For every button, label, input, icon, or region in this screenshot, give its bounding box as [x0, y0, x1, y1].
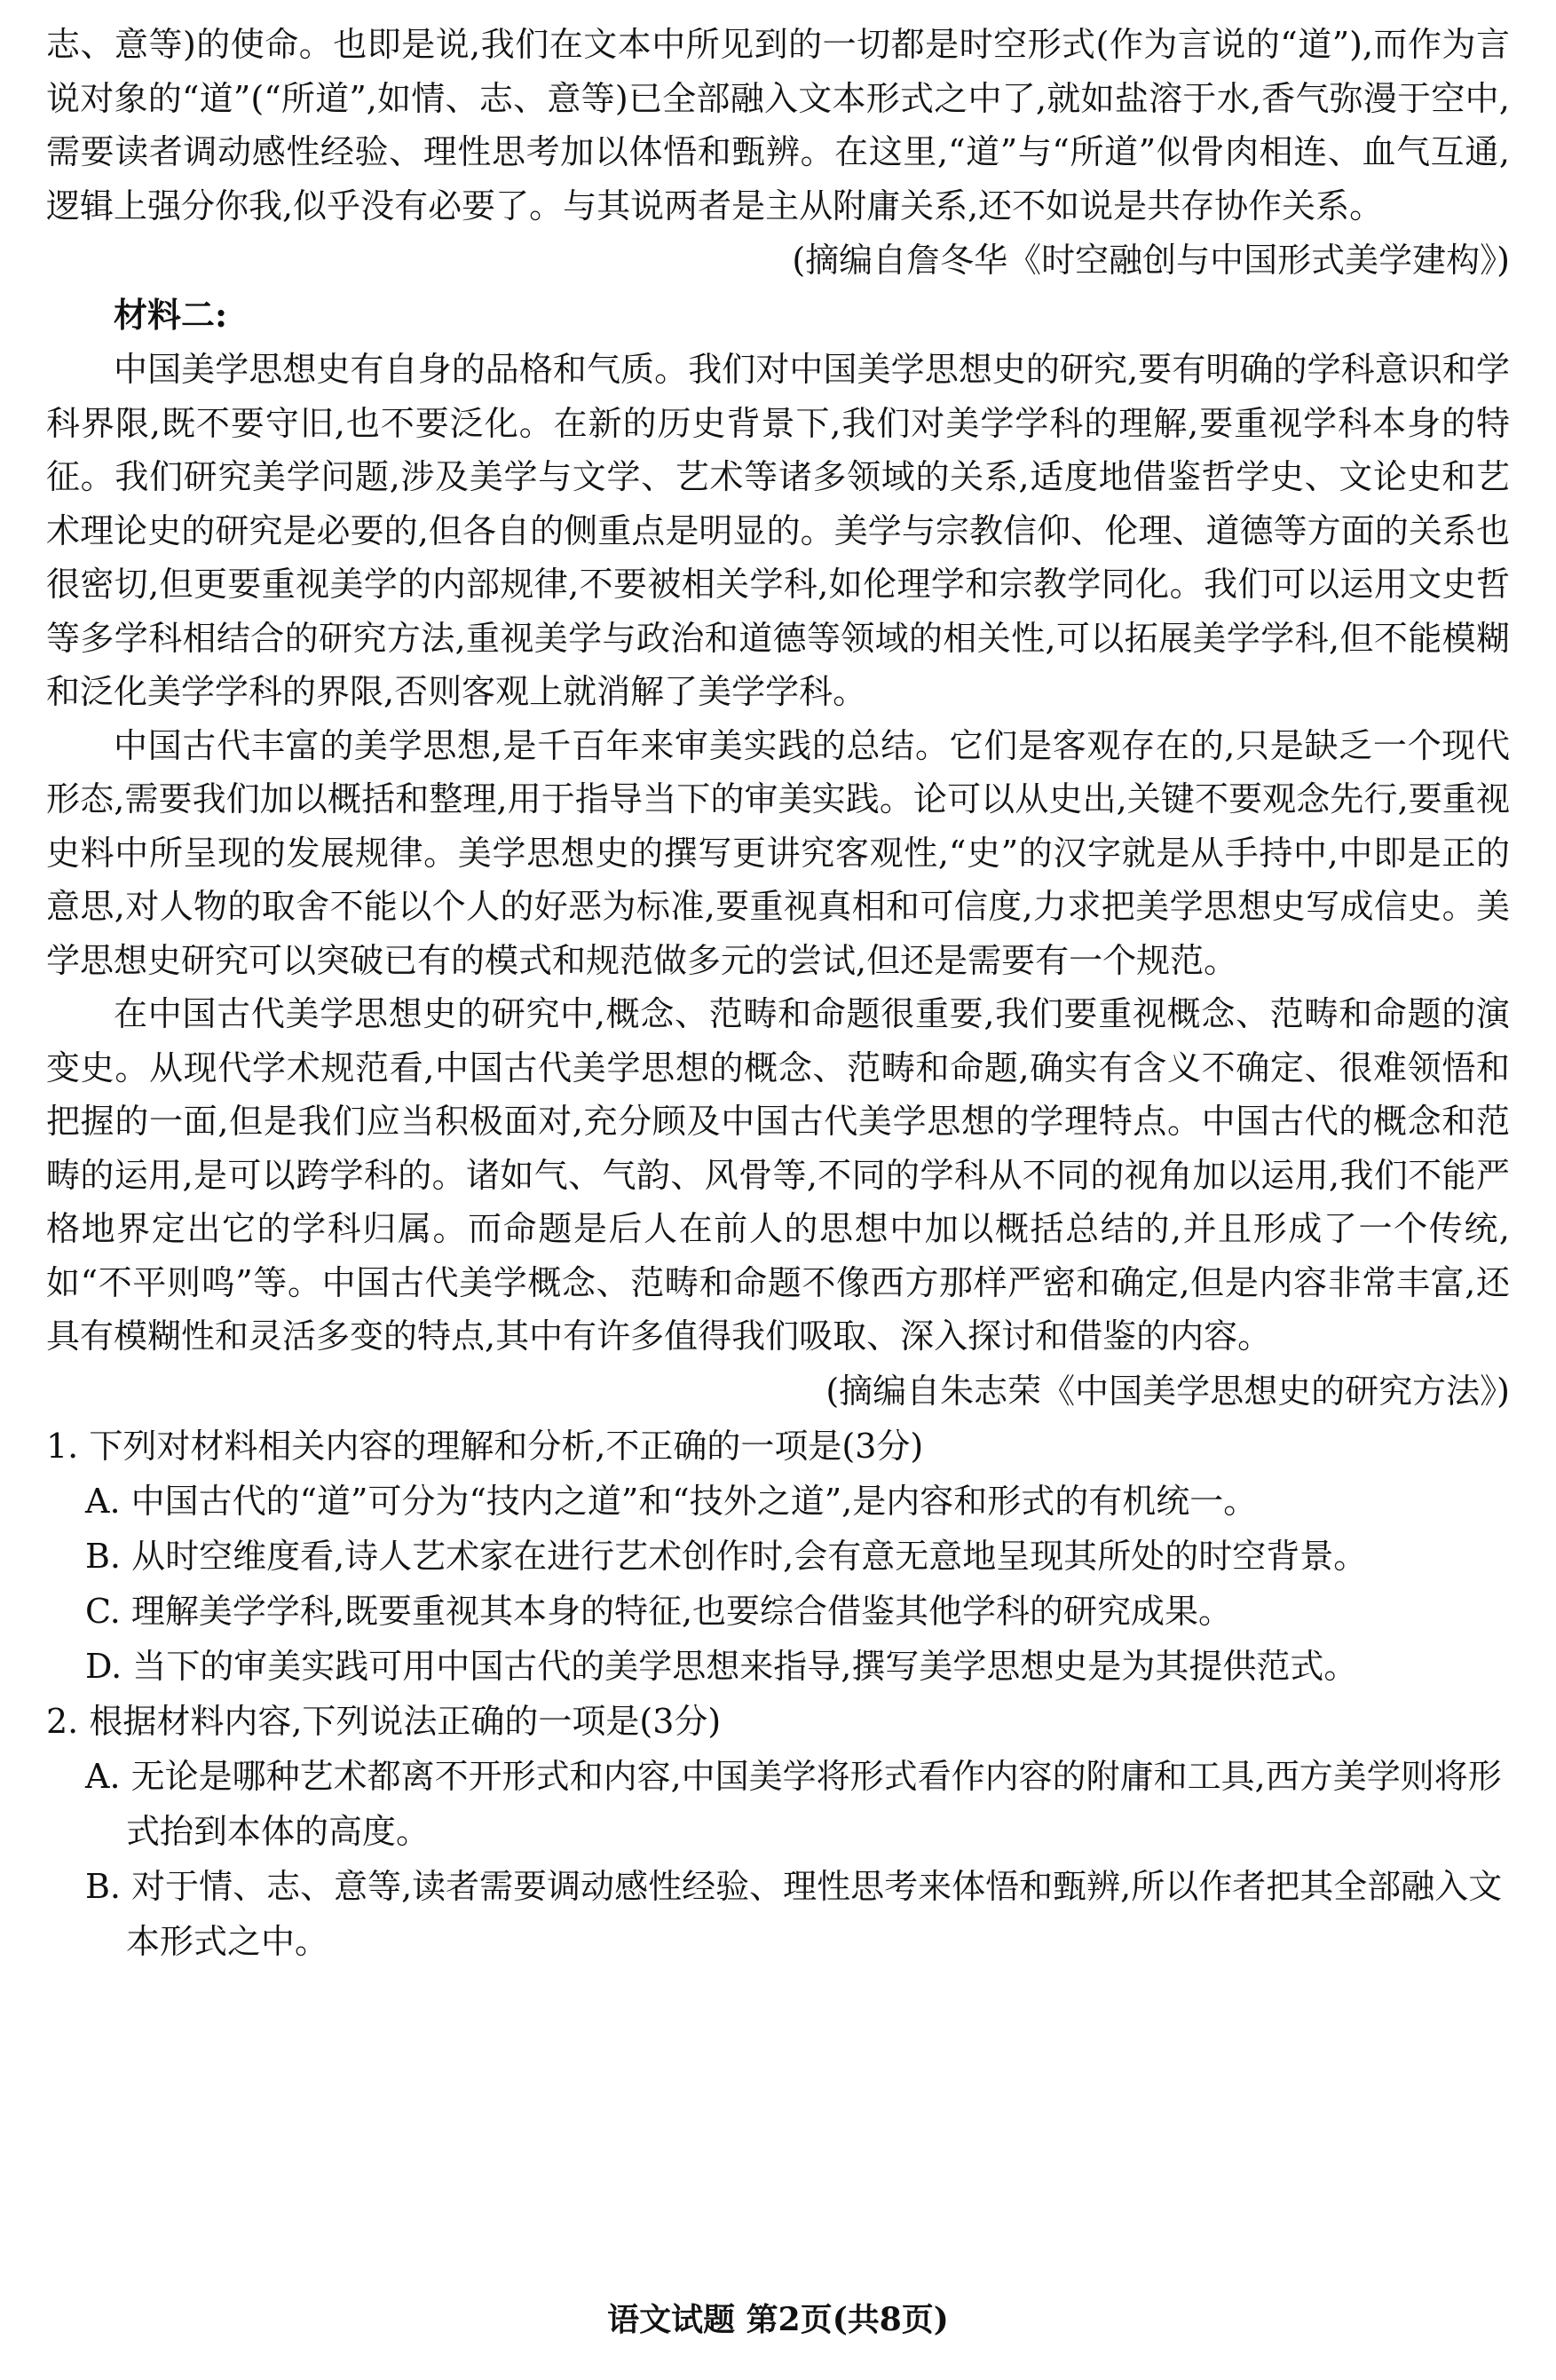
material-two-paragraph-3: 在中国古代美学思想史的研究中,概念、范畴和命题很重要,我们要重视概念、范畴和命题的演变史。从现代学术规范看,中国古代美学思想的概念、范畴和命题,确实有含义不确定、很难领悟和把握的一面,但是我们应当积极面对,充分顾及中国古代美学思想的学理特点。中国古代的概念和范畴的运用,是可以跨学科的。诸如气、气韵、风骨等,不同的学科从不同的视角加以运用,我们不能严格地界定出它的学科归属。而命题是后人在前人的思想中加以概括总结的,并且形成了一个传统,如“不平则鸣”等。中国古代美学概念、范畴和命题不像西方那样严密和确定,但是内容非常丰富,还具有模糊性和灵活多变的特点,其中有许多值得我们吸取、深入探讨和借鉴的内容。 — [46, 994, 1510, 1356]
material-two-paragraph-2: 中国古代丰富的美学思想,是千百年来审美实践的总结。它们是客观存在的,只是缺乏一个现代形态,需要我们加以概括和整理,用于指导当下的审美实践。论可以从史出,关键不要观念先行,要重视史料中所呈现的发展规律。美学思想史的撰写更讲究客观性,“史”的汉字就是从手持中,中即是正的意思,对人物的取舍不能以个人的好恶为标准,要重视真相和可信度,力求把美学思想史写成信史。美学思想史研究可以突破已有的模式和规范做多元的尝试,但还是需要有一个规范。 — [46, 725, 1510, 980]
material-one-tail-paragraph: 志、意等)的使命。也即是说,我们在文本中所见到的一切都是时空形式(作为言说的“道”),而作为言说对象的“道”(“所道”,如情、志、意等)已全部融入文本形式之中了,就如盐溶于水,香气弥漫于空中,需要读者调动感性经验、理性思考加以体悟和甄辨。在这里,“道”与“所道”似骨肉相连、血气互通,逻辑上强分你我,似乎没有必要了。与其说两者是主从附庸关系,还不如说是共存协作关系。 — [46, 25, 1510, 225]
question-1-option-d: D. 当下的审美实践可用中国古代的美学思想来指导,撰写美学思想史是为其提供范式。 — [85, 1646, 1358, 1686]
question-1-stem: 1. 下列对材料相关内容的理解和分析,不正确的一项是(3分) — [46, 1426, 924, 1466]
material-two-heading: 材料二: — [114, 295, 228, 335]
question-1-option-b: B. 从时空维度看,诗人艺术家在进行艺术创作时,会有意无意地呈现其所处的时空背景。 — [85, 1536, 1368, 1576]
material-two-source: (摘编自朱志荣《中国美学思想史的研究方法》) — [825, 1371, 1510, 1411]
question-1-option-a: A. 中国古代的“道”可分为“技内之道”和“技外之道”,是内容和形式的有机统一。 — [85, 1481, 1258, 1521]
material-one-source: (摘编自詹冬华《时空融创与中国形式美学建构》) — [792, 241, 1510, 280]
question-1-option-c: C. 理解美学学科,既要重视其本身的特征,也要综合借鉴其他学科的研究成果。 — [85, 1591, 1233, 1631]
material-two-paragraph-1: 中国美学思想史有自身的品格和气质。我们对中国美学思想史的研究,要有明确的学科意识和学科界限,既不要守旧,也不要泛化。在新的历史背景下,我们对美学学科的理解,要重视学科本身的特征。我们研究美学问题,涉及美学与文学、艺术等诸多领域的关系,适度地借鉴哲学史、文论史和艺术理论史的研究是必要的,但各自的侧重点是明显的。美学与宗教信仰、伦理、道德等方面的关系也很密切,但更要重视美学的内部规律,不要被相关学科,如伦理学和宗教学同化。我们可以运用文史哲等多学科相结合的研究方法,重视美学与政治和道德等领域的相关性,可以拓展美学学科,但不能模糊和泛化美学学科的界限,否则客观上就消解了美学学科。 — [46, 350, 1510, 711]
page-footer: 语文试题 第2页(共8页) — [607, 2301, 949, 2338]
question-2-option-a: A. 无论是哪种艺术都离不开形式和内容,中国美学将形式看作内容的附庸和工具,西方美学则将形式抬到本体的高度。 — [85, 1756, 1502, 1851]
question-2 — [46, 1694, 1510, 1969]
question-2-stem: 2. 根据材料内容,下列说法正确的一项是(3分) — [46, 1701, 722, 1741]
question-2-option-b: B. 对于情、志、意等,读者需要调动感性经验、理性思考来体悟和甄辨,所以作者把其全部融入文本形式之中。 — [85, 1866, 1503, 1961]
question-1 — [46, 1419, 1510, 1694]
